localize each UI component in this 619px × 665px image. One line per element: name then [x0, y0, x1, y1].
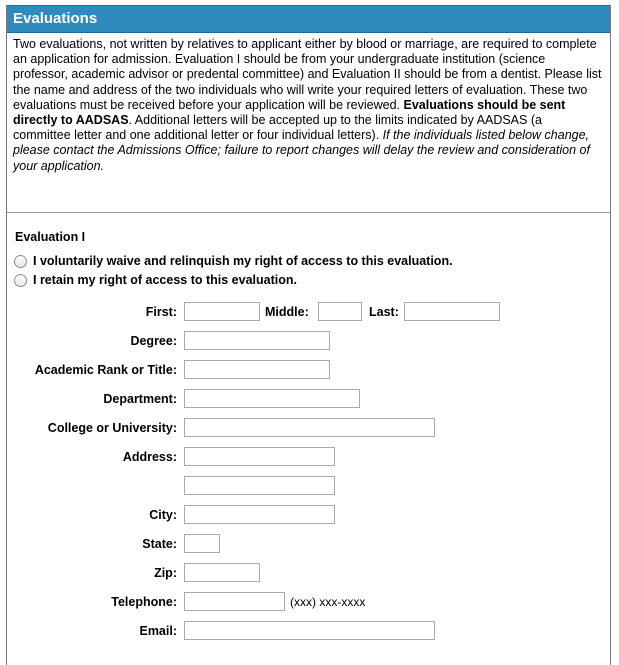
evaluation-1-title: Evaluation I — [15, 230, 86, 244]
retain-access-radio[interactable] — [14, 274, 27, 287]
evaluations-panel — [6, 5, 611, 665]
department-label: Department: — [103, 392, 177, 406]
city-input[interactable] — [184, 505, 335, 524]
state-label: State: — [142, 537, 177, 551]
email-label: Email: — [139, 624, 177, 638]
first-name-input[interactable] — [184, 302, 260, 321]
middle-name-input[interactable] — [318, 302, 362, 321]
department-input[interactable] — [184, 389, 360, 408]
telephone-input[interactable] — [184, 592, 285, 611]
degree-input[interactable] — [184, 331, 330, 350]
retain-access-label: I retain my right of access to this evaluation. — [33, 273, 297, 287]
instructions-part-1: Two evaluations, not written by relatives to applicant either by blood or marriage, are required to complete an application for admission. Evaluation I should be from your undergraduate institution (science professor, academic advisor or predental committee) and Evaluation II should be from a dentist. Please list the name and address of the two individuals who will write your required letters of evaluation. These two evaluations must be received before your application will be reviewed. — [13, 37, 602, 112]
waive-access-option[interactable] — [14, 253, 453, 269]
instructions-text — [13, 37, 603, 174]
state-input[interactable] — [184, 534, 220, 553]
first-name-label: First: — [145, 305, 177, 319]
rank-title-input[interactable] — [184, 360, 330, 379]
instructions-bold: Evaluations should be sent directly to AADSAS — [13, 97, 566, 128]
section-header: Evaluations — [7, 6, 610, 33]
telephone-label: Telephone: — [111, 595, 177, 609]
waive-access-label: I voluntarily waive and relinquish my right of access to this evaluation. — [33, 254, 453, 268]
instructions-part-2: . Additional letters will be accepted up to the limits indicated by AADSAS (a committee letter and one additional letter or four individual letters). — [13, 113, 542, 143]
section-divider — [7, 212, 610, 213]
email-input[interactable] — [184, 621, 435, 640]
address-line-1-input[interactable] — [184, 447, 335, 466]
telephone-format-hint: (xxx) xxx-xxxx — [290, 595, 366, 609]
last-name-input[interactable] — [404, 302, 500, 321]
last-name-label: Last: — [369, 305, 399, 319]
college-input[interactable] — [184, 418, 435, 437]
college-label: College or University: — [47, 421, 177, 435]
instructions-italic: If the individuals listed below change, please contact the Admissions Office; failure to report changes will delay the review and consideration of your application. — [13, 128, 590, 173]
address-label: Address: — [122, 450, 177, 464]
degree-label: Degree: — [130, 334, 177, 348]
rank-title-label: Academic Rank or Title: — [34, 363, 177, 377]
retain-access-option[interactable] — [14, 272, 297, 288]
zip-label: Zip: — [154, 566, 177, 580]
middle-name-label: Middle: — [265, 305, 309, 319]
address-line-2-input[interactable] — [184, 476, 335, 495]
waive-access-radio[interactable] — [14, 255, 27, 268]
zip-input[interactable] — [184, 563, 260, 582]
city-label: City: — [149, 508, 177, 522]
